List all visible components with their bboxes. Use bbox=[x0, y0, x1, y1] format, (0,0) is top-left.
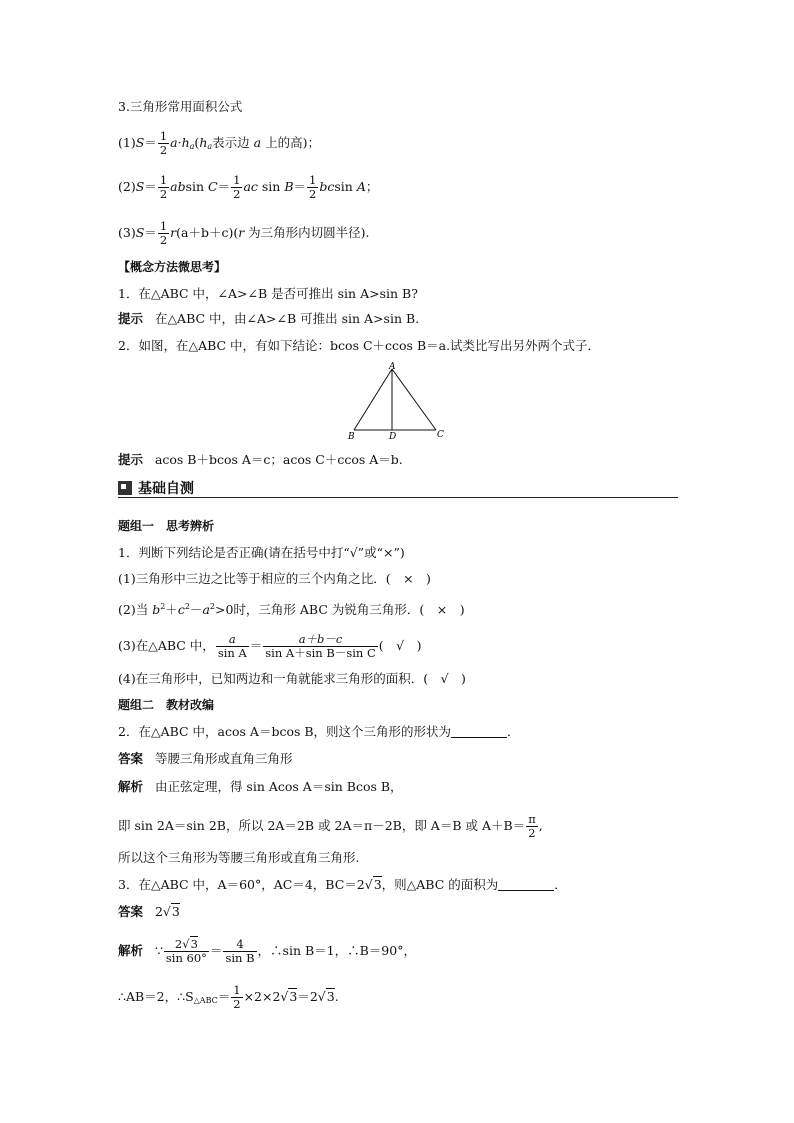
group2-title: 题组二 教材改编 bbox=[118, 698, 215, 712]
formula-2: (2)S＝ $\frac{1}{2}$ absin C＝ $\frac{1}{2}$ ac sin B＝ $\frac{1}{2}$ bcsin A； bbox=[118, 173, 379, 201]
vertex-label-a: A bbox=[389, 362, 396, 372]
answer-blank bbox=[498, 879, 554, 891]
statement-3: (3)在△ABC 中， $\frac{a}{\text{sin A}}$ ＝ $\frac{a+b-c}{\text{sin A＋sin B－sin C}}$ ( √ ) bbox=[118, 632, 422, 660]
fraction: $\frac{2√3}{\sin 60^\circ}$ bbox=[165, 937, 207, 965]
formula-3: (3)S＝ $\frac{1}{2}$ r(a＋b＋c)(r 为三角形内切圆半径). bbox=[118, 219, 370, 247]
question-2-shape: 2．在△ABC 中，acos A＝bcos B，则这个三角形的形状为 ． bbox=[118, 724, 520, 739]
fraction: $\frac{\pi}{2}$ bbox=[528, 812, 536, 840]
fraction: $\frac{a}{\text{sin A}}$ bbox=[217, 632, 247, 660]
fraction: $\frac{1}{2}$ bbox=[159, 219, 168, 247]
fraction: $\frac{a+b-c}{\text{sin A＋sin B－sin C}}$ bbox=[265, 632, 376, 660]
header-square-icon bbox=[118, 481, 132, 495]
hint-2: 提示 acos B＋bcos A＝c；acos C＋ccos A＝b. bbox=[118, 452, 403, 467]
fraction: $\frac{4}{\text{sin B}}$ bbox=[225, 937, 255, 965]
think-title: 【概念方法微思考】 bbox=[118, 260, 227, 274]
group1-question: 1．判断下列结论是否正确(请在括号中打“√”或“×”) bbox=[118, 545, 405, 560]
section-title: 3.三角形常用面积公式 bbox=[118, 99, 243, 114]
explanation-3-line2: ∴AB＝2，$\therefore S_{\triangle ABC}=$ $\frac{1}{2}$ ×2×2√3＝2√3. bbox=[118, 983, 339, 1011]
explanation-3-line1: 解析 ∵ $\frac{2√3}{\sin 60^\circ}$ ＝ $\frac{4}{\text{sin B}}$ ，∴sin B＝1，∴B＝90°， bbox=[118, 937, 416, 965]
side-AC bbox=[392, 369, 436, 430]
answer-blank bbox=[451, 726, 507, 738]
question-3: 3．在△ABC 中，A＝60°，AC＝4，BC＝2√3，则△ABC 的面积为 ． bbox=[118, 877, 567, 892]
statement-2: (2)当 $b^2+c^2-a^2>0$时，三角形 ABC 为锐角三角形．( × ) bbox=[118, 602, 465, 617]
fraction: $\frac{1}{2}$ bbox=[309, 173, 317, 201]
explanation-2-line1: 解析 由正弦定理，得 sin Acos A＝sin Bcos B， bbox=[118, 779, 403, 794]
group1-title: 题组一 思考辨析 bbox=[118, 519, 215, 533]
vertex-label-b: B bbox=[348, 432, 355, 442]
fraction: $\frac{1}{2}$ bbox=[159, 129, 168, 157]
explanation-2-line3: 所以这个三角形为等腰三角形或直角三角形. bbox=[118, 850, 360, 865]
explanation-2-line2: 即 sin 2A＝sin 2B，所以 2A＝2B 或 2A＝π－2B，即 A＝B 或 A＋B＝ $\frac{\pi}{2}$ , bbox=[118, 812, 543, 840]
fraction: $\frac{1}{2}$ bbox=[159, 173, 168, 201]
triangle-figure bbox=[346, 362, 450, 442]
header-divider bbox=[118, 497, 678, 498]
vertex-label-c: C bbox=[437, 430, 444, 440]
formula-label: (1) bbox=[118, 135, 136, 150]
question-2: 2．如图，在△ABC 中，有如下结论：bcos C＋ccos B＝a.试类比写出另外两个式子． bbox=[118, 338, 601, 353]
section-header bbox=[118, 477, 678, 499]
side-AB bbox=[354, 369, 392, 430]
foot-label-d: D bbox=[389, 432, 397, 442]
statement-4: (4)在三角形中，已知两边和一角就能求三角形的面积．( √ ) bbox=[118, 671, 466, 686]
formula-1: (1)S＝ $\frac{1}{2}$ $a\cdot h_a(h_a$表示边 a 上的高)； bbox=[118, 129, 320, 157]
fraction: $\frac{1}{2}$ bbox=[233, 173, 241, 201]
answer-2: 答案 等腰三角形或直角三角形 bbox=[118, 751, 293, 766]
question-1: 1．在△ABC 中，∠A>∠B 是否可推出 sin A>sin B? bbox=[118, 286, 418, 301]
fraction: $\frac{1}{2}$ bbox=[233, 983, 241, 1011]
header-title: 基础自测 bbox=[138, 481, 194, 497]
hint-1: 提示 在△ABC 中，由∠A>∠B 可推出 sin A>sin B. bbox=[118, 311, 420, 326]
statement-1: (1)三角形中三边之比等于相应的三个内角之比．( × ) bbox=[118, 571, 431, 586]
answer-3: 答案 2√3 bbox=[118, 904, 180, 919]
